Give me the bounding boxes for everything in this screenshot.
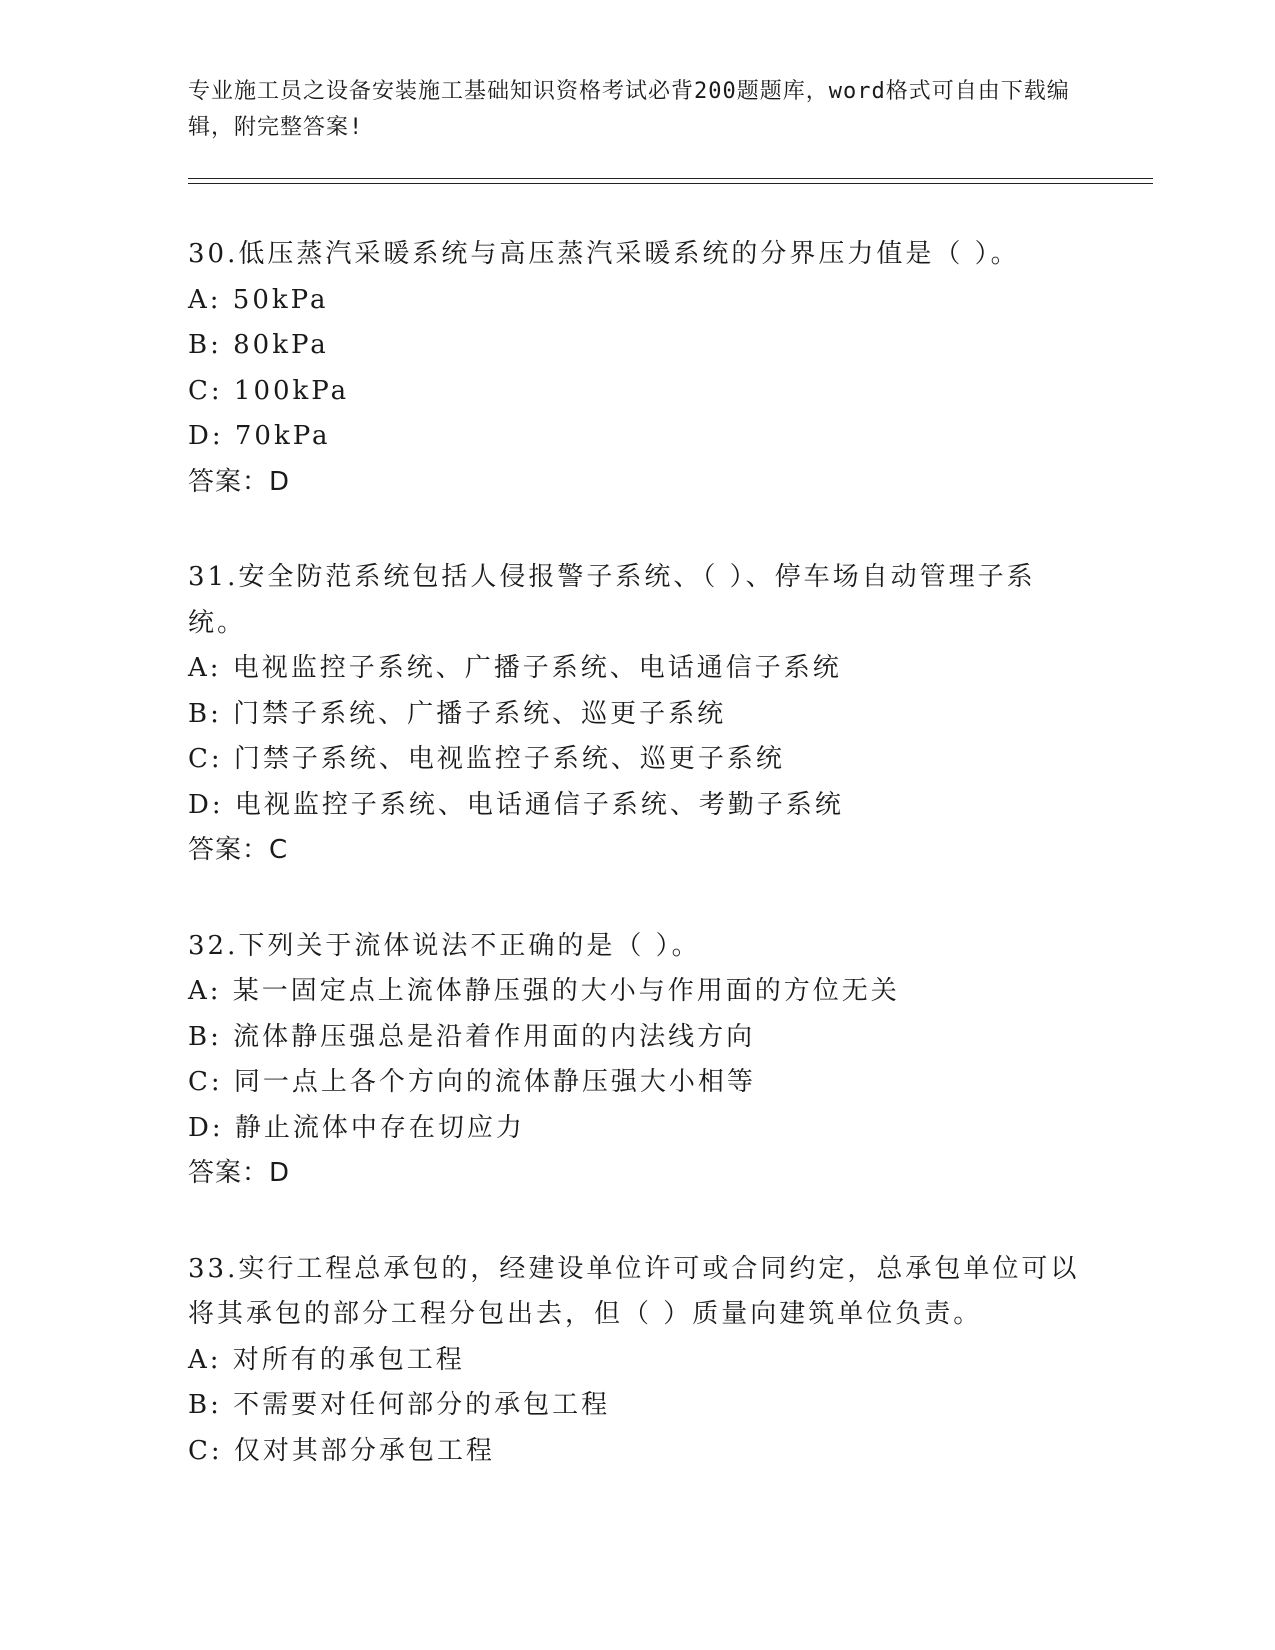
header-divider-top (188, 178, 1153, 179)
document-header: 专业施工员之设备安装施工基础知识资格考试必背200题题库，word格式可自由下载编辑，附完整答案! (188, 79, 1070, 140)
question-list (188, 232, 1088, 1524)
option-d: D: 70kPa (188, 421, 331, 451)
option-d: D: 静止流体中存在切应力 (188, 1112, 525, 1143)
question-stem: 32.下列关于流体说法不正确的是（ ）。 (188, 930, 701, 961)
option-a: A: 50kPa (188, 284, 329, 315)
option-a: A: 电视监控子系统、广播子系统、电话通信子系统 (188, 653, 842, 683)
question-30 (188, 232, 1088, 505)
option-a: A: 对所有的承包工程 (188, 1344, 465, 1375)
answer-label: 答案：C (188, 835, 289, 865)
option-b: B: 不需要对任何部分的承包工程 (188, 1390, 611, 1420)
question-stem: 30.低压蒸汽采暖系统与高压蒸汽采暖系统的分界压力值是（ ）。 (188, 239, 1020, 269)
option-c: C: 仅对其部分承包工程 (188, 1435, 495, 1466)
question-32 (188, 924, 1088, 1197)
question-31 (188, 555, 1088, 874)
option-c: C: 同一点上各个方向的流体静压强大小相等 (188, 1067, 756, 1097)
question-33 (188, 1247, 1088, 1475)
option-b: B: 80kPa (188, 330, 329, 360)
answer-label: 答案：D (188, 466, 291, 497)
option-c: C: 100kPa (188, 375, 350, 406)
option-d: D: 电视监控子系统、电话通信子系统、考勤子系统 (188, 789, 844, 820)
option-c: C: 门禁子系统、电视监控子系统、巡更子系统 (188, 744, 785, 774)
header-divider-bottom (188, 183, 1153, 184)
option-b: B: 门禁子系统、广播子系统、巡更子系统 (188, 698, 727, 729)
question-stem: 33.实行工程总承包的，经建设单位许可或合同约定，总承包单位可以将其承包的部分工程分包出去，但（ ）质量向建筑单位负责。 (188, 1253, 1080, 1329)
question-stem: 31.安全防范系统包括人侵报警子系统、（ ）、停车场自动管理子系统。 (188, 562, 1036, 638)
answer-label: 答案：D (188, 1158, 291, 1188)
option-b: B: 流体静压强总是沿着作用面的内法线方向 (188, 1021, 756, 1052)
option-a: A: 某一固定点上流体静压强的大小与作用面的方位无关 (188, 976, 900, 1006)
